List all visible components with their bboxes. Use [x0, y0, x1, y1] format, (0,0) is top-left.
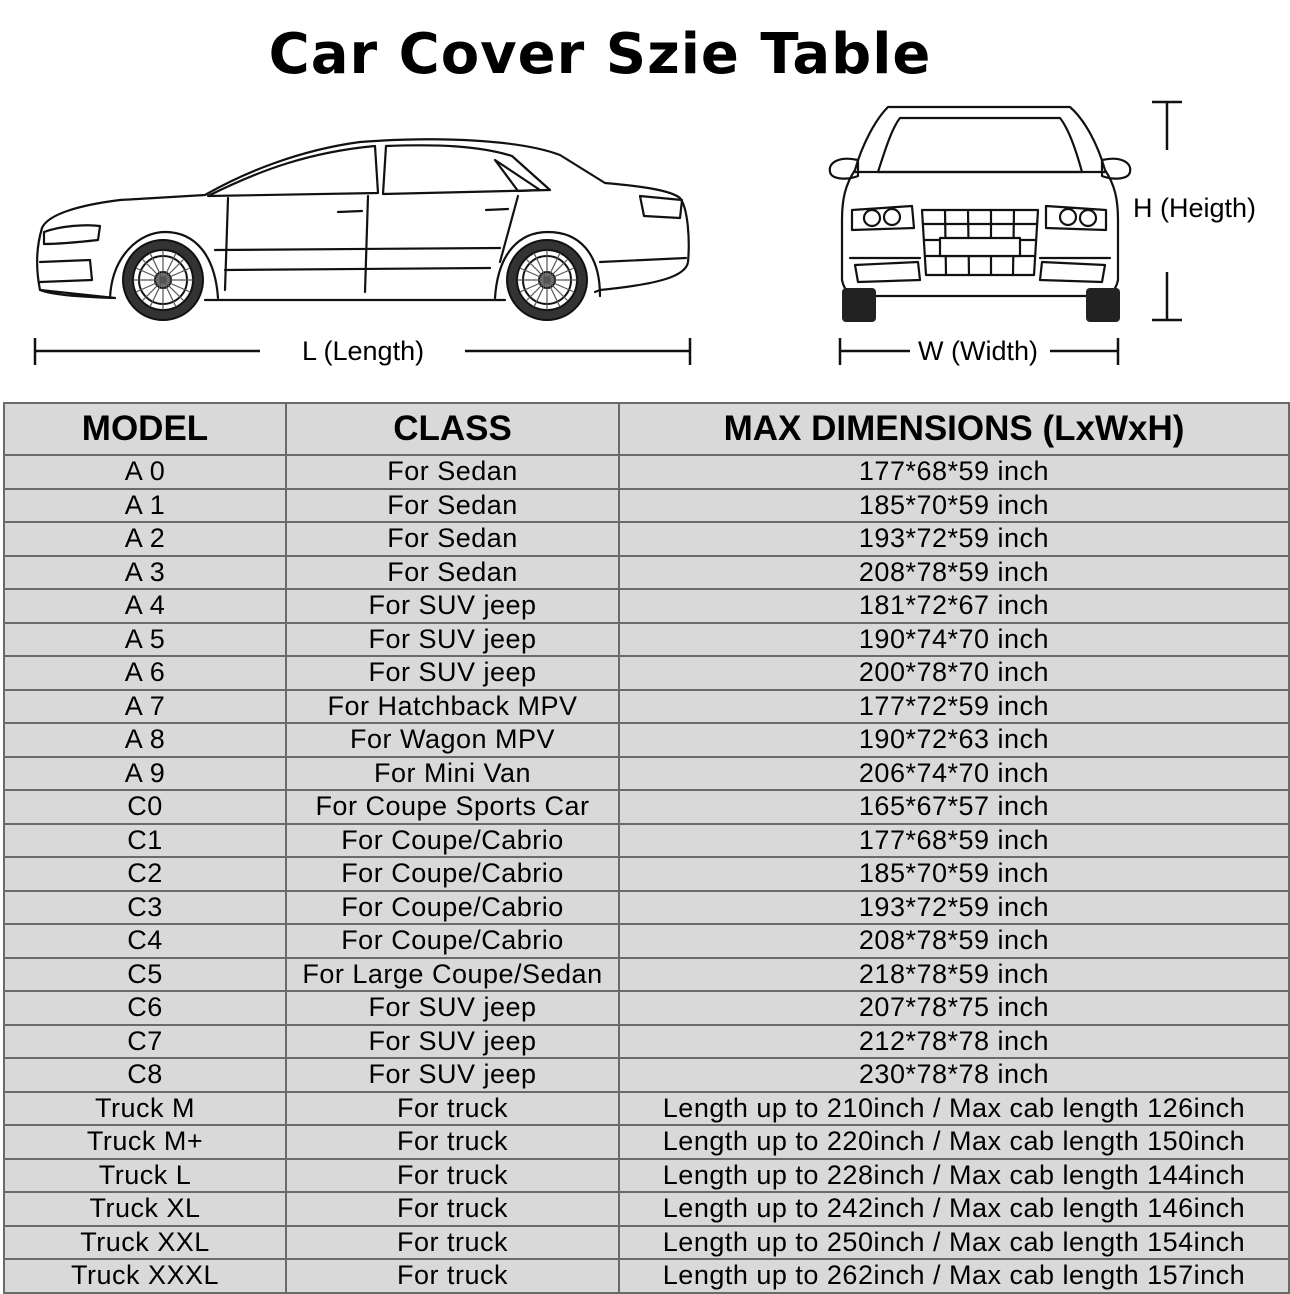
- cell-class: For Coupe/Cabrio: [286, 824, 619, 858]
- cell-class: For truck: [286, 1226, 619, 1260]
- cell-class: For Sedan: [286, 522, 619, 556]
- cell-dimensions: 208*78*59 inch: [619, 924, 1289, 958]
- cell-class: For Mini Van: [286, 757, 619, 791]
- cell-class: For truck: [286, 1259, 619, 1293]
- table-header-row: [4, 403, 1289, 455]
- cell-dimensions: 185*70*59 inch: [619, 857, 1289, 891]
- cell-model: C6: [4, 991, 286, 1025]
- cell-dimensions: 165*67*57 inch: [619, 790, 1289, 824]
- cell-model: A 0: [4, 455, 286, 489]
- table-row: [4, 1092, 1289, 1126]
- cell-dimensions: 193*72*59 inch: [619, 891, 1289, 925]
- cell-dimensions: 190*74*70 inch: [619, 623, 1289, 657]
- table-row: [4, 623, 1289, 657]
- cell-class: For Coupe Sports Car: [286, 790, 619, 824]
- cell-dimensions: Length up to 210inch / Max cab length 126inch: [619, 1092, 1289, 1126]
- cell-dimensions: Length up to 228inch / Max cab length 144inch: [619, 1159, 1289, 1193]
- cell-dimensions: Length up to 242inch / Max cab length 146inch: [619, 1192, 1289, 1226]
- cell-dimensions: 212*78*78 inch: [619, 1025, 1289, 1059]
- cell-model: C2: [4, 857, 286, 891]
- cell-class: For Large Coupe/Sedan: [286, 958, 619, 992]
- cell-class: For truck: [286, 1125, 619, 1159]
- cell-dimensions: 185*70*59 inch: [619, 489, 1289, 523]
- cell-class: For truck: [286, 1192, 619, 1226]
- table-row: [4, 1259, 1289, 1293]
- cell-model: Truck M+: [4, 1125, 286, 1159]
- table-row: [4, 824, 1289, 858]
- cell-model: C5: [4, 958, 286, 992]
- size-table: [3, 402, 1290, 1294]
- page-title: Car Cover Szie Table: [268, 22, 932, 87]
- cell-model: Truck XXXL: [4, 1259, 286, 1293]
- cell-model: A 2: [4, 522, 286, 556]
- table-row: [4, 891, 1289, 925]
- cell-class: For Coupe/Cabrio: [286, 857, 619, 891]
- car-diagram: [0, 90, 1290, 390]
- cell-dimensions: Length up to 250inch / Max cab length 154inch: [619, 1226, 1289, 1260]
- cell-dimensions: 190*72*63 inch: [619, 723, 1289, 757]
- cell-class: For SUV jeep: [286, 589, 619, 623]
- table-row: [4, 991, 1289, 1025]
- table-row: [4, 522, 1289, 556]
- table-row: [4, 924, 1289, 958]
- cell-dimensions: 193*72*59 inch: [619, 522, 1289, 556]
- cell-dimensions: 207*78*75 inch: [619, 991, 1289, 1025]
- cell-model: C8: [4, 1058, 286, 1092]
- cell-dimensions: 200*78*70 inch: [619, 656, 1289, 690]
- cell-class: For Sedan: [286, 556, 619, 590]
- cell-model: C4: [4, 924, 286, 958]
- table-row: [4, 857, 1289, 891]
- cell-model: Truck XXL: [4, 1226, 286, 1260]
- table-row: [4, 1025, 1289, 1059]
- cell-model: A 5: [4, 623, 286, 657]
- cell-class: For Sedan: [286, 489, 619, 523]
- table-row: [4, 455, 1289, 489]
- column-header-class: CLASS: [286, 403, 619, 455]
- cell-model: Truck L: [4, 1159, 286, 1193]
- cell-dimensions: 206*74*70 inch: [619, 757, 1289, 791]
- cell-class: For SUV jeep: [286, 1025, 619, 1059]
- table-row: [4, 1159, 1289, 1193]
- cell-class: For Coupe/Cabrio: [286, 924, 619, 958]
- cell-model: A 4: [4, 589, 286, 623]
- cell-model: A 6: [4, 656, 286, 690]
- table-row: [4, 1125, 1289, 1159]
- cell-class: For Wagon MPV: [286, 723, 619, 757]
- cell-class: For SUV jeep: [286, 623, 619, 657]
- cell-model: C7: [4, 1025, 286, 1059]
- cell-model: C3: [4, 891, 286, 925]
- table-row: [4, 1226, 1289, 1260]
- cell-dimensions: 230*78*78 inch: [619, 1058, 1289, 1092]
- cell-dimensions: 177*68*59 inch: [619, 455, 1289, 489]
- cell-model: C1: [4, 824, 286, 858]
- cell-class: For SUV jeep: [286, 1058, 619, 1092]
- table-row: [4, 489, 1289, 523]
- cell-class: For truck: [286, 1159, 619, 1193]
- cell-dimensions: Length up to 262inch / Max cab length 157inch: [619, 1259, 1289, 1293]
- cell-model: Truck XL: [4, 1192, 286, 1226]
- table-row: [4, 690, 1289, 724]
- cell-dimensions: Length up to 220inch / Max cab length 150inch: [619, 1125, 1289, 1159]
- table-row: [4, 790, 1289, 824]
- width-label: W (Width): [918, 336, 1038, 366]
- cell-model: C0: [4, 790, 286, 824]
- cell-class: For SUV jeep: [286, 991, 619, 1025]
- cell-model: A 7: [4, 690, 286, 724]
- table-row: [4, 1192, 1289, 1226]
- table-row: [4, 656, 1289, 690]
- cell-model: A 9: [4, 757, 286, 791]
- table-row: [4, 556, 1289, 590]
- cell-dimensions: 177*68*59 inch: [619, 824, 1289, 858]
- tire-icon: [842, 288, 1120, 322]
- cell-class: For SUV jeep: [286, 656, 619, 690]
- cell-class: For Sedan: [286, 455, 619, 489]
- table-row: [4, 757, 1289, 791]
- cell-model: A 3: [4, 556, 286, 590]
- cell-model: A 8: [4, 723, 286, 757]
- length-label: L (Length): [302, 336, 425, 366]
- cell-model: Truck M: [4, 1092, 286, 1126]
- cell-model: A 1: [4, 489, 286, 523]
- table-row: [4, 589, 1289, 623]
- table-row: [4, 958, 1289, 992]
- height-label: H (Heigth): [1133, 193, 1257, 223]
- cell-class: For truck: [286, 1092, 619, 1126]
- column-header-dimensions: MAX DIMENSIONS (LxWxH): [619, 403, 1289, 455]
- cell-class: For Coupe/Cabrio: [286, 891, 619, 925]
- table-row: [4, 723, 1289, 757]
- cell-dimensions: 218*78*59 inch: [619, 958, 1289, 992]
- cell-class: For Hatchback MPV: [286, 690, 619, 724]
- car-front-view-icon: [830, 107, 1130, 296]
- table-row: [4, 1058, 1289, 1092]
- cell-dimensions: 177*72*59 inch: [619, 690, 1289, 724]
- cell-dimensions: 208*78*59 inch: [619, 556, 1289, 590]
- cell-dimensions: 181*72*67 inch: [619, 589, 1289, 623]
- column-header-model: MODEL: [4, 403, 286, 455]
